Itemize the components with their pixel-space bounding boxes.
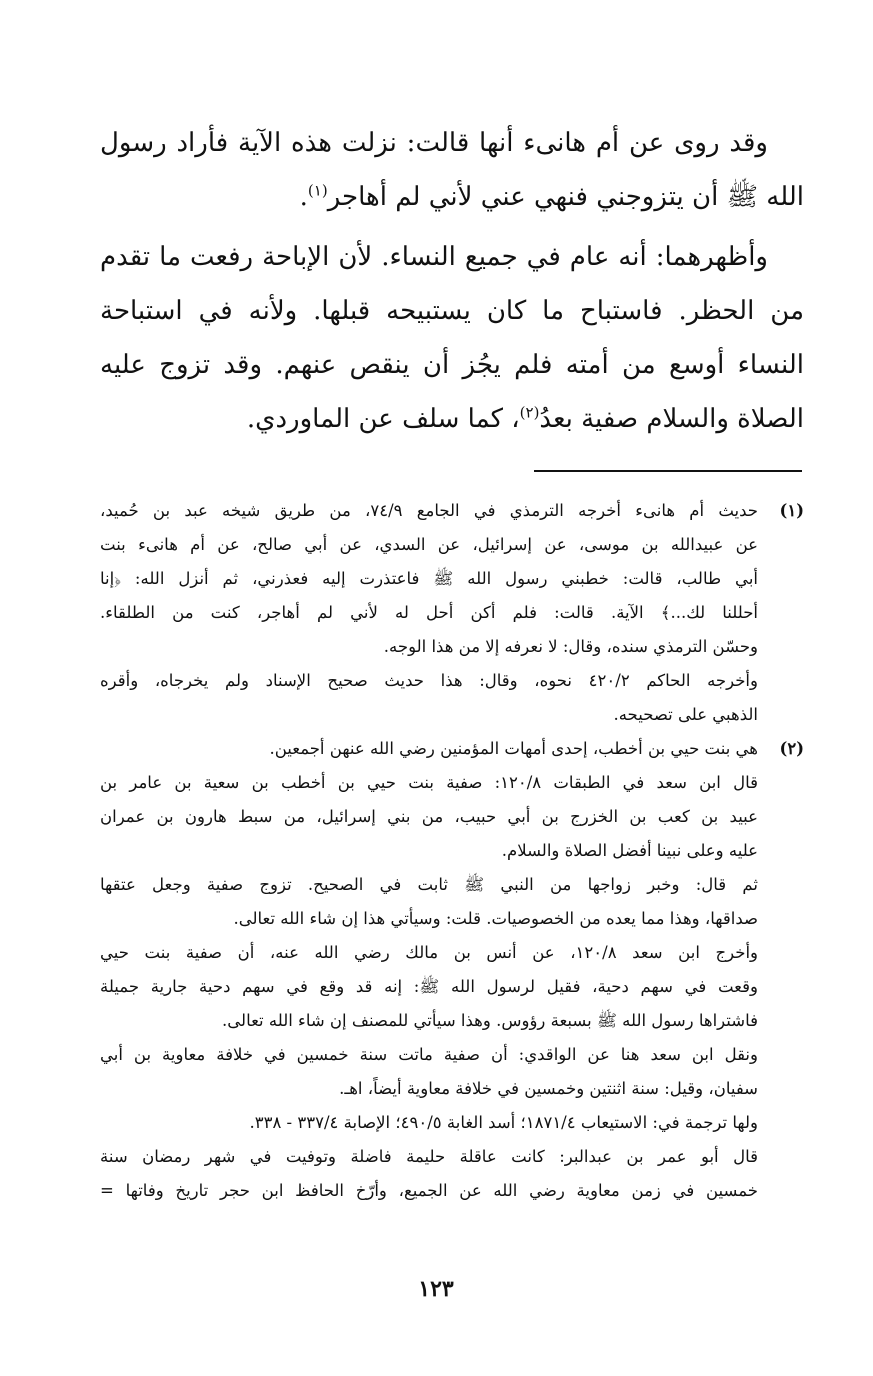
footnote-line: ثم قال: وخبر زواجها من النبي ﷺ ثابت في الصحيح. تزوج صفية وجعل عتقها — [100, 875, 758, 894]
footnote-ref-2[interactable]: (٢) — [519, 403, 540, 422]
footnote-line: الذهبي على تصحيحه. — [613, 705, 758, 724]
footnotes — [100, 494, 804, 1208]
paragraph-1-end: . — [299, 182, 308, 212]
footnote-line: قال أبو عمر بن عبدالبر: كانت عاقلة حليمة فاضلة وتوفيت في شهر رمضان سنة — [100, 1147, 758, 1166]
main-text — [100, 116, 804, 446]
paragraph-1-text: وقد روى عن أم هانىء أنها قالت: نزلت هذه الآية فأراد رسول الله ﷺ أن يتزوجني فنهي عني لأني لم أهاجر — [100, 128, 804, 212]
footnote-1 — [100, 494, 804, 732]
footnote-ref-1[interactable]: (١) — [307, 181, 328, 200]
footnote-2 — [100, 732, 804, 1208]
footnote-line: خمسين في زمن معاوية رضي الله عن الجميع، وأرّخ الحافظ ابن حجر تاريخ وفاتها = — [100, 1181, 758, 1200]
footnote-line: قال ابن سعد في الطبقات ١٢٠/٨: صفية بنت حيي بن أخطب بن سعية بن عامر بن — [100, 773, 759, 792]
main-paragraph-2 — [100, 230, 804, 446]
footnote-line: فاشتراها رسول الله ﷺ بسبعة رؤوس. وهذا سيأتي للمصنف إن شاء الله تعالى. — [222, 1011, 758, 1030]
paragraph-2-text: وأظهرهما: أنه عام في جميع النساء. لأن الإباحة رفعت ما تقدم من الحظر. فاستباح ما كان يستبيحه قبلها. ولأنه في استباحة النساء أوسع من أمته فلم يجُز أن ينقص عنهم. وقد تزوج عليه الصلاة والسلام صفية بعدُ — [100, 242, 805, 434]
footnote-separator — [534, 470, 802, 472]
footnote-line: وحسّن الترمذي سنده، وقال: لا نعرفه إلا من هذا الوجه. — [383, 637, 758, 656]
footnote-line: ونقل ابن سعد هنا عن الواقدي: أن صفية ماتت سنة خمسين في خلافة معاوية بن أبي — [100, 1045, 758, 1064]
main-paragraph-1 — [100, 116, 804, 224]
footnote-line: سفيان، وقيل: سنة اثنتين وخمسين في خلافة معاوية أيضاً، اهـ. — [339, 1079, 758, 1098]
footnote-line: عليه وعلى نبينا أفضل الصلاة والسلام. — [501, 841, 758, 860]
footnote-number: (٢) — [779, 739, 804, 758]
footnote-line: ولها ترجمة في: الاستيعاب ١٨٧١/٤؛ أسد الغابة ٤٩٠/٥؛ الإصابة ٣٣٧/٤ - ٣٣٨. — [249, 1113, 758, 1132]
paragraph-2-end: ، كما سلف عن الماوردي. — [246, 404, 520, 434]
footnote-line: وأخرجه الحاكم ٤٢٠/٢ نحوه، وقال: هذا حديث صحيح الإسناد ولم يخرجاه، وأقره — [100, 671, 758, 690]
footnote-line: هي بنت حيي بن أخطب، إحدى أمهات المؤمنين رضي الله عنهن أجمعين. — [269, 739, 758, 758]
footnote-line: وقعت في سهم دحية، فقيل لرسول الله ﷺ: إنه قد وقع في سهم دحية جارية جميلة — [100, 977, 758, 996]
footnote-line: عن عبيدالله بن موسى، عن إسرائيل، عن السدي، عن أبي صالح، عن أم هانىء بنت — [100, 535, 758, 554]
footnote-line: صداقها، وهذا مما يعده من الخصوصيات. قلت: وسيأتي هذا إن شاء الله تعالى. — [233, 909, 758, 928]
footnote-number: (١) — [779, 501, 804, 520]
page-number: ١٢٣ — [418, 1276, 454, 1302]
footnote-line: أحللنا لك...﴾ الآية. قالت: فلم أكن أحل له لأني لم أهاجر، كنت من الطلقاء. — [100, 603, 758, 622]
footnote-line: عبيد بن كعب بن الخزرج بن أبي حبيب، من بني إسرائيل، من سبط هارون بن عمران — [100, 807, 758, 826]
footnote-line: أبي طالب، قالت: خطبني رسول الله ﷺ فاعتذرت إليه فعذرني، ثم أنزل الله: ﴿إنا — [100, 569, 758, 588]
footnote-line: وأخرج ابن سعد ١٢٠/٨، عن أنس بن مالك رضي الله عنه، أن صفية بنت حيي — [100, 943, 758, 962]
footnote-line: حديث أم هانىء أخرجه الترمذي في الجامع ٧٤/٩، من طريق شيخه عبد بن حُميد، — [100, 501, 758, 520]
